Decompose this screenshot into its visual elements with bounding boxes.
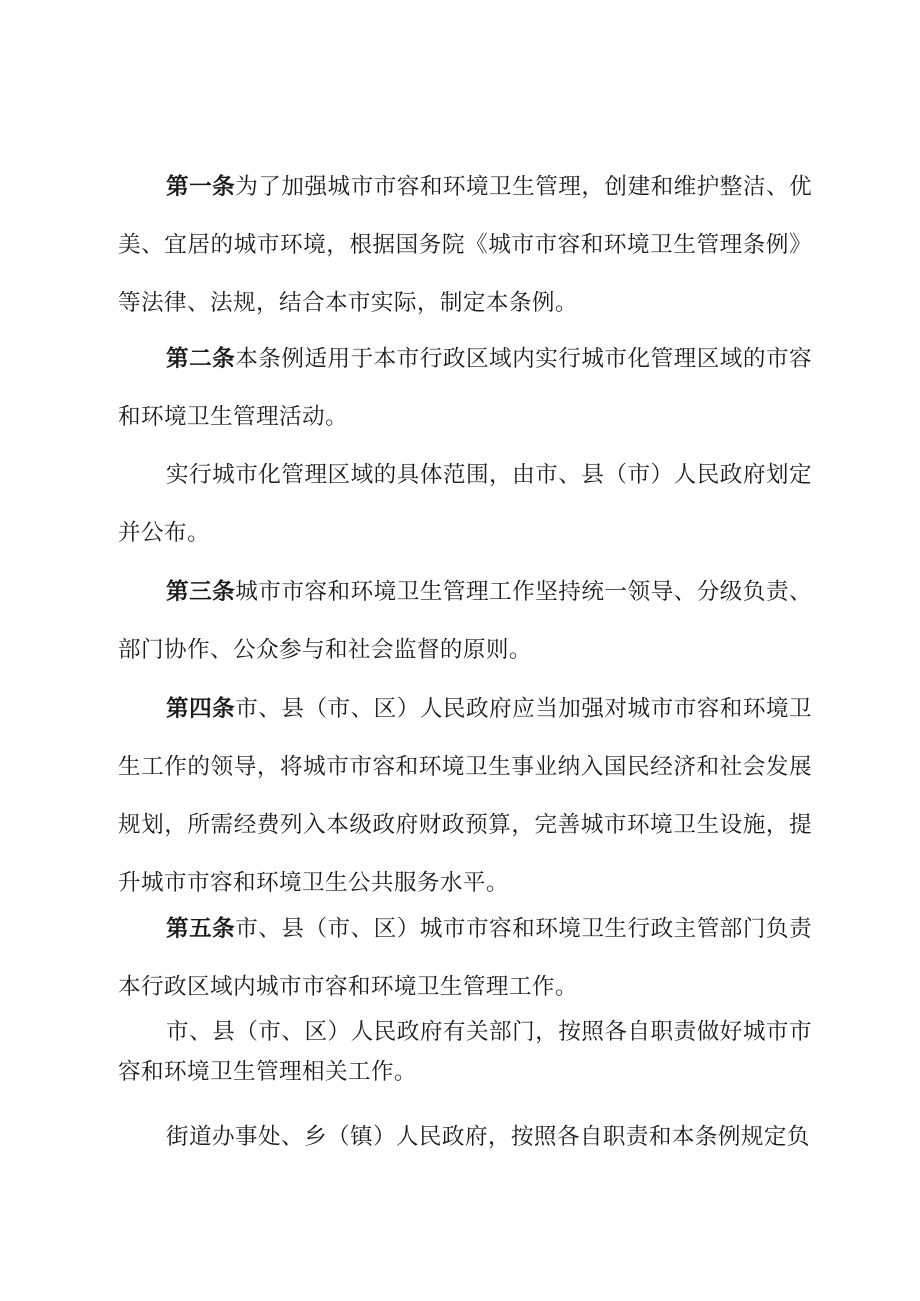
article-2-paragraph-2: [118, 446, 812, 562]
article-heading: 第四条: [166, 696, 236, 722]
article-1: [118, 158, 812, 332]
article-heading: 第三条: [166, 579, 236, 605]
article-heading: 第二条: [166, 346, 236, 372]
article-5-paragraph-3: [118, 1108, 812, 1166]
article-text: 城市市容和环境卫生管理工作坚持统一领导、分级负责、部门协作、公众参与和社会监督的原则。: [118, 579, 813, 663]
article-4: [118, 680, 812, 912]
article-2: [118, 330, 812, 446]
article-text: 为了加强城市市容和环境卫生管理，创建和维护整洁、优美、宜居的城市环境，根据国务院《城市市容和环境卫生管理条例》等法律、法规，结合本市实际，制定本条例。: [118, 174, 813, 316]
article-text: 市、县（市、区）城市市容和环境卫生行政主管部门负责本行政区域内城市市容和环境卫生管理工作。: [118, 916, 813, 1000]
article-text: 本条例适用于本市行政区域内实行城市化管理区域的市容和环境卫生管理活动。: [118, 346, 813, 430]
article-3: [118, 563, 812, 679]
article-5-paragraph-2: [118, 1012, 812, 1092]
article-heading: 第一条: [166, 174, 236, 200]
article-5: [118, 900, 812, 1016]
article-heading: 第五条: [166, 916, 236, 942]
paragraph-text: 实行城市化管理区域的具体范围，由市、县（市）人民政府划定并公布。: [118, 462, 812, 546]
paragraph-text: 市、县（市、区）人民政府有关部门，按照各自职责做好城市市容和环境卫生管理相关工作。: [118, 1019, 812, 1085]
article-text: 市、县（市、区）人民政府应当加强对城市市容和环境卫生工作的领导，将城市市容和环境卫生事业纳入国民经济和社会发展规划，所需经费列入本级政府财政预算，完善城市环境卫生设施，提升城市市容和环境卫生公共服务水平。: [118, 696, 813, 896]
paragraph-text: 街道办事处、乡（镇）人民政府，按照各自职责和本条例规定负: [166, 1124, 810, 1150]
